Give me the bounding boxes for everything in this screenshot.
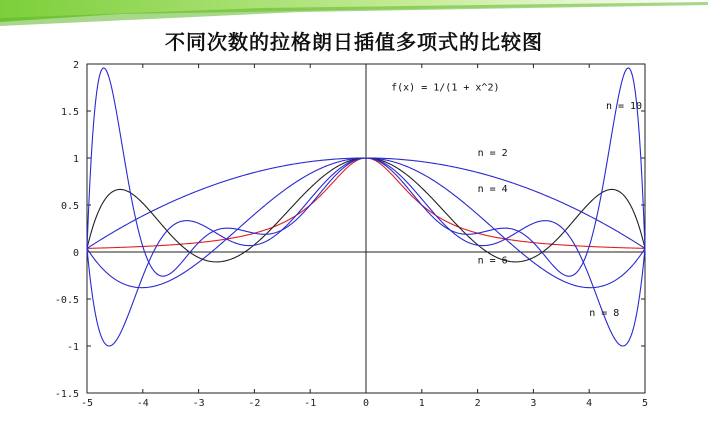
x-tick-label: -4 [136,398,149,409]
series-label-n6: n = 6 [477,255,508,267]
y-tick-label: -1.5 [54,389,79,400]
chart-labels [478,101,642,319]
x-tick-label: 1 [418,398,425,409]
x-tick-label: 2 [474,398,481,409]
x-tick-label: 0 [362,398,370,409]
y-tick-label: -1 [66,342,79,353]
x-tick-label: 4 [586,398,593,409]
x-tick-label: -2 [248,398,261,409]
series-label-n4: n = 4 [477,183,508,195]
y-tick-label: 0 [72,248,79,259]
page-title: 不同次数的拉格朗日插值多项式的比较图 [165,30,543,54]
series-label-n2: n = 2 [477,148,508,160]
y-tick-label: 0.5 [60,201,79,212]
x-tick-label: -1 [304,398,317,409]
x-tick-label: 3 [530,398,537,409]
y-tick-label: 1 [72,154,79,165]
series-label-n8: n = 8 [589,307,620,319]
y-tick-label: 1.5 [60,107,79,118]
x-tick-label: -5 [80,398,94,409]
function-label: f(x) = 1/(1 + x^2) [391,82,500,94]
chart-frame [55,60,648,409]
y-tick-label: 2 [72,60,79,71]
x-tick-label: 5 [641,398,649,409]
x-tick-label: -3 [192,398,205,409]
series-label-n10: n = 10 [605,101,643,113]
y-tick-label: -0.5 [54,295,79,306]
